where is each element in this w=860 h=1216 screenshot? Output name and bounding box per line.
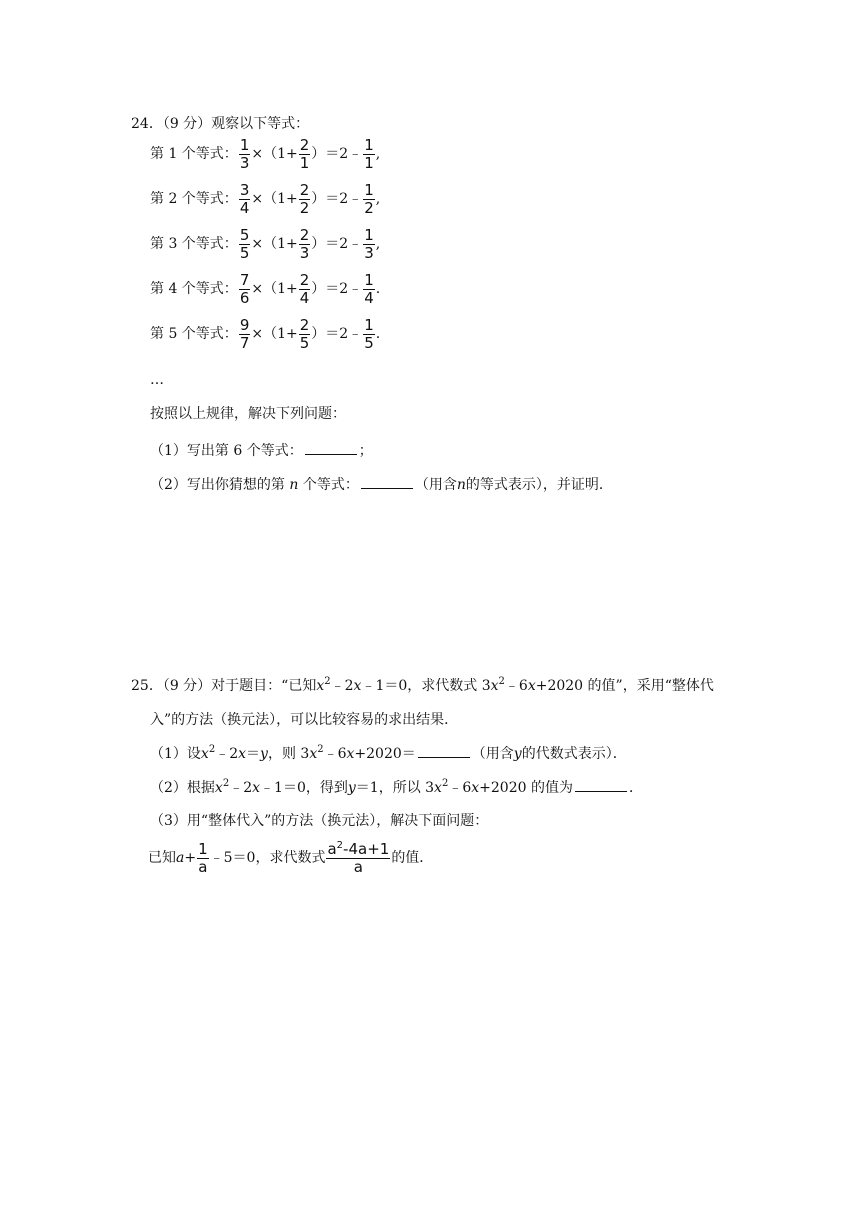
var-n: n xyxy=(289,477,299,493)
text: ﹣6 xyxy=(323,746,347,762)
denominator: 5 xyxy=(364,333,374,352)
answer-blank[interactable] xyxy=(305,440,357,455)
text: a xyxy=(327,839,337,858)
var-x: x xyxy=(527,678,536,694)
punctuation: . xyxy=(375,281,381,297)
punctuation: , xyxy=(375,191,381,207)
text: ×（1+ xyxy=(251,146,298,162)
text: （用含 xyxy=(471,746,514,762)
fraction xyxy=(239,182,251,217)
text: 25．（9 分）对于题目：“已知 xyxy=(131,678,317,694)
numerator: 1 xyxy=(198,839,208,858)
q25-line1 xyxy=(131,676,714,696)
text: ﹣2 xyxy=(215,746,239,762)
q24-part2-tail: 的等式表示），并证明． xyxy=(465,477,613,493)
var-x: x xyxy=(353,678,362,694)
q25-part2 xyxy=(150,777,643,798)
numerator: 2 xyxy=(299,315,310,334)
var-x: x xyxy=(214,780,223,796)
text: （1）设 xyxy=(150,746,201,762)
answer-blank[interactable] xyxy=(418,743,470,758)
numerator: 1 xyxy=(364,225,374,244)
exponent: 2 xyxy=(208,744,216,755)
var-x: x xyxy=(252,780,261,796)
fraction xyxy=(363,317,375,352)
numerator: 5 xyxy=(239,225,250,244)
q24-part2-mid: 个等式： xyxy=(302,477,359,493)
text: ×（1+ xyxy=(251,281,298,297)
fraction xyxy=(363,137,375,172)
var-x: x xyxy=(316,678,325,694)
fraction xyxy=(299,137,311,172)
numerator: 9 xyxy=(239,315,250,334)
text: 的代数式表示）． xyxy=(521,746,627,762)
text: ）＝2﹣ xyxy=(311,236,363,252)
punctuation: , xyxy=(375,236,381,252)
equation-row xyxy=(150,226,380,262)
exponent: 2 xyxy=(317,744,324,755)
var-x: x xyxy=(309,746,318,762)
text: ﹣5＝0，求代数式 xyxy=(209,850,326,866)
numerator: 2 xyxy=(299,225,310,244)
numerator: 2 xyxy=(299,180,310,199)
equation-label: 第 3 个等式： xyxy=(150,236,238,252)
var-y: y xyxy=(260,746,268,762)
text: +2020 的值”，采用“整体代 xyxy=(535,678,714,694)
q24-part2 xyxy=(150,474,613,495)
fraction xyxy=(299,272,311,307)
numerator xyxy=(326,841,390,859)
fraction xyxy=(299,227,311,262)
equation-row xyxy=(150,181,380,217)
text: ﹣2 xyxy=(330,678,354,694)
denominator: 4 xyxy=(364,288,374,307)
text: + xyxy=(184,850,197,866)
text: ）＝2﹣ xyxy=(311,191,363,207)
text: +2020＝ xyxy=(354,746,416,762)
text: ×（1+ xyxy=(251,236,298,252)
q24-header: 24．（9 分）观察以下等式： xyxy=(131,116,310,132)
numerator: 1 xyxy=(364,135,374,154)
q24-part1-end: ； xyxy=(358,443,373,459)
q24-part1-text: （1）写出第 6 个等式： xyxy=(150,443,303,459)
q24-part2-hint: （用含 xyxy=(414,477,457,493)
text: ）＝2﹣ xyxy=(311,281,363,297)
denominator: 2 xyxy=(364,198,374,217)
numerator: 2 xyxy=(299,270,310,289)
numerator: 2 xyxy=(299,135,310,154)
text: ﹣1＝0，求代数式 3 xyxy=(361,678,491,694)
text: ． xyxy=(628,780,643,796)
equation-row xyxy=(150,136,380,172)
denominator: a xyxy=(198,857,208,876)
denominator: 5 xyxy=(239,243,250,262)
denominator: 1 xyxy=(364,153,374,172)
fraction-expression xyxy=(326,841,390,876)
fraction xyxy=(239,317,251,352)
denominator: 2 xyxy=(299,198,310,217)
var-x: x xyxy=(238,746,247,762)
text: ＝ xyxy=(246,746,261,762)
text: ）＝2﹣ xyxy=(311,326,363,342)
denominator: 7 xyxy=(239,333,250,352)
var-y: y xyxy=(513,746,522,762)
punctuation: , xyxy=(375,146,381,162)
fraction xyxy=(363,182,375,217)
fraction xyxy=(299,317,311,352)
numerator: 3 xyxy=(239,180,250,199)
text: +2020 的值为 xyxy=(479,780,573,796)
var-a: a xyxy=(176,850,185,866)
var-x: x xyxy=(490,678,499,694)
text: ×（1+ xyxy=(251,326,298,342)
exponent: 2 xyxy=(441,778,449,789)
text: ，则 3 xyxy=(267,746,310,762)
q25-part1 xyxy=(150,743,627,764)
text: ）＝2﹣ xyxy=(311,146,363,162)
text: ﹣6 xyxy=(504,678,528,694)
equation-label: 第 5 个等式： xyxy=(150,326,238,342)
numerator: 1 xyxy=(239,135,250,154)
numerator: 7 xyxy=(239,270,250,289)
q24-instruction: 按照以上规律，解决下列问题： xyxy=(150,406,346,422)
q25-line2: 入”的方法（换元法），可以比较容易的求出结果． xyxy=(150,712,459,728)
denominator: 3 xyxy=(239,153,250,172)
denominator: 5 xyxy=(299,333,310,352)
numerator: 1 xyxy=(364,180,374,199)
fraction xyxy=(239,272,251,307)
answer-blank[interactable] xyxy=(361,474,413,489)
denominator: a xyxy=(353,857,363,876)
text: 的值． xyxy=(391,850,434,866)
exponent: 2 xyxy=(222,778,230,789)
text: -4a+1 xyxy=(343,839,390,858)
fraction xyxy=(299,182,311,217)
var-x: x xyxy=(434,780,442,796)
q24-part1 xyxy=(150,440,373,461)
denominator: 3 xyxy=(364,243,374,262)
var-x: x xyxy=(346,746,355,762)
denominator: 1 xyxy=(299,153,310,172)
q25-part3: （3）用“整体代入”的方法（换元法），解决下面问题： xyxy=(150,813,489,829)
equation-row xyxy=(150,271,380,307)
punctuation: . xyxy=(375,326,381,342)
denominator: 3 xyxy=(299,243,310,262)
numerator: 1 xyxy=(364,270,374,289)
fraction-one-over-a xyxy=(197,841,209,876)
text: 已知 xyxy=(148,850,176,866)
fraction xyxy=(363,272,375,307)
text: ﹣2 xyxy=(229,780,253,796)
denominator: 4 xyxy=(239,198,250,217)
denominator: 6 xyxy=(239,288,250,307)
q24-part2-text: （2）写出你猜想的第 xyxy=(150,477,285,493)
var-x: x xyxy=(471,780,480,796)
text: ×（1+ xyxy=(251,191,298,207)
fraction xyxy=(363,227,375,262)
fraction xyxy=(239,227,251,262)
numerator: 1 xyxy=(364,315,374,334)
equation-label: 第 4 个等式： xyxy=(150,281,238,297)
q25-given xyxy=(148,840,433,876)
ellipsis: … xyxy=(150,372,164,388)
text: ＝1，所以 3 xyxy=(355,780,435,796)
text: ﹣6 xyxy=(448,780,472,796)
var-y: y xyxy=(347,780,356,796)
var-x: x xyxy=(200,746,209,762)
equation-label: 第 1 个等式： xyxy=(150,146,238,162)
exponent: 2 xyxy=(324,676,331,687)
denominator: 4 xyxy=(299,288,310,307)
text: ﹣1＝0，得到 xyxy=(260,780,348,796)
answer-blank[interactable] xyxy=(575,777,627,792)
fraction xyxy=(239,137,251,172)
equation-row xyxy=(150,316,380,352)
exponent: 2 xyxy=(498,676,505,687)
exponent: 2 xyxy=(336,839,344,851)
equation-label: 第 2 个等式： xyxy=(150,191,238,207)
var-n: n xyxy=(456,477,466,493)
text: （2）根据 xyxy=(150,780,215,796)
